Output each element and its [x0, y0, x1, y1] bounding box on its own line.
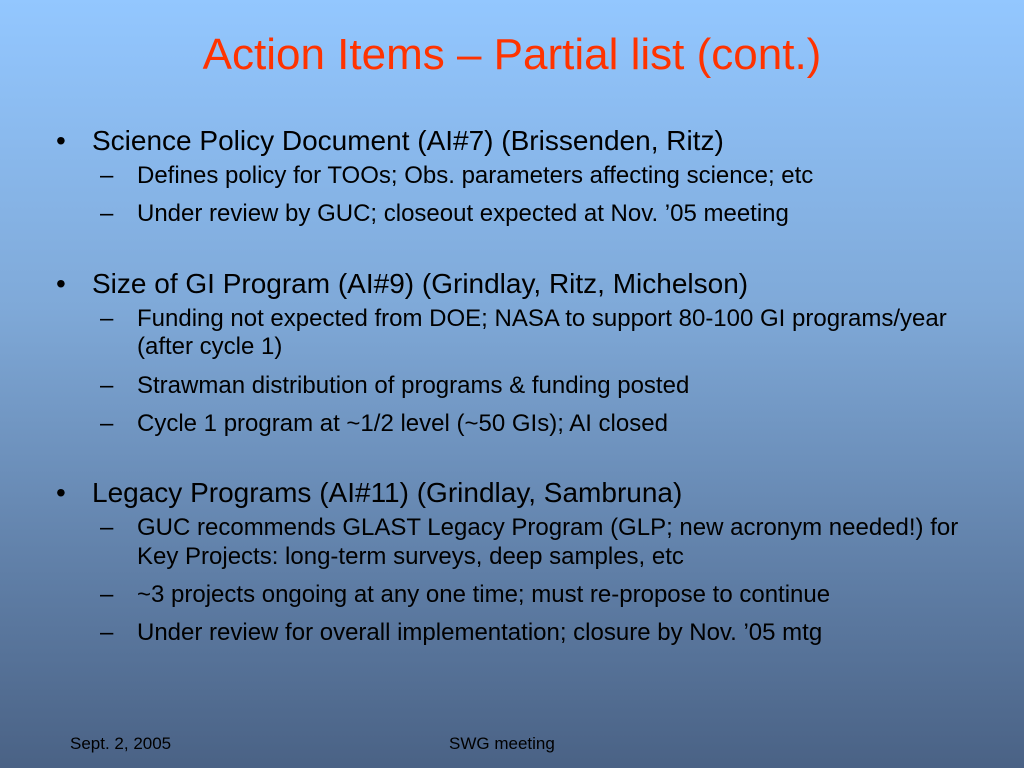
- section-heading: Size of GI Program (AI#9) (Grindlay, Ritz, Michelson): [92, 267, 749, 299]
- dash-icon: –: [100, 514, 114, 542]
- bullet-heading: [56, 267, 986, 301]
- section-science-policy: [56, 124, 986, 229]
- dash-icon: –: [100, 580, 114, 608]
- subitem-list: [100, 305, 986, 438]
- section-gi-program: [56, 267, 986, 438]
- subitem-text: Under review by GUC; closeout expected at Nov. ’05 meeting: [137, 200, 789, 228]
- dash-icon: –: [100, 304, 114, 332]
- subitem-list: [100, 514, 986, 647]
- bullet-icon: •: [56, 125, 66, 156]
- subitem: [100, 372, 986, 400]
- dash-icon: –: [100, 619, 114, 647]
- subitem-text: Under review for overall implementation; closure by Nov. ’05 mtg: [137, 619, 823, 647]
- subitem: [100, 305, 986, 362]
- dash-icon: –: [100, 200, 114, 228]
- footer-date: Sept. 2, 2005: [70, 734, 172, 753]
- section-heading: Science Policy Document (AI#7) (Brissenden, Ritz): [92, 125, 724, 156]
- footer-meeting: SWG meeting: [449, 734, 555, 753]
- subitem: [100, 200, 986, 228]
- subitem-text: Cycle 1 program at ~1/2 level (~50 GIs); AI closed: [137, 409, 668, 437]
- subitem-text: Defines policy for TOOs; Obs. parameters affecting science; etc: [137, 162, 814, 190]
- subitem: [100, 162, 986, 190]
- subitem-text: Strawman distribution of programs & funding posted: [137, 371, 690, 399]
- subitem-text: GUC recommends GLAST Legacy Program (GLP; new acronym needed!) for Key Projects: long-term surveys, deep samples, etc: [137, 514, 959, 570]
- dash-icon: –: [100, 371, 114, 399]
- subitem-text: Funding not expected from DOE; NASA to support 80-100 GI programs/year (after cycle 1): [137, 304, 947, 361]
- bullet-icon: •: [56, 267, 66, 299]
- section-legacy-programs: [56, 476, 986, 647]
- slide-content: [56, 124, 986, 686]
- dash-icon: –: [100, 162, 114, 190]
- slide-title: Action Items – Partial list (cont.): [202, 30, 822, 79]
- subitem: [100, 514, 986, 571]
- subitem: [100, 581, 986, 609]
- section-heading: Legacy Programs (AI#11) (Grindlay, Sambruna): [92, 477, 683, 509]
- bullet-icon: •: [56, 477, 66, 509]
- bullet-heading: [56, 476, 986, 510]
- subitem: [100, 619, 986, 647]
- subitem: [100, 410, 986, 438]
- subitem-list: [100, 162, 986, 229]
- subitem-text: ~3 projects ongoing at any one time; must re-propose to continue: [137, 580, 831, 608]
- bullet-heading: [56, 124, 986, 158]
- dash-icon: –: [100, 409, 114, 437]
